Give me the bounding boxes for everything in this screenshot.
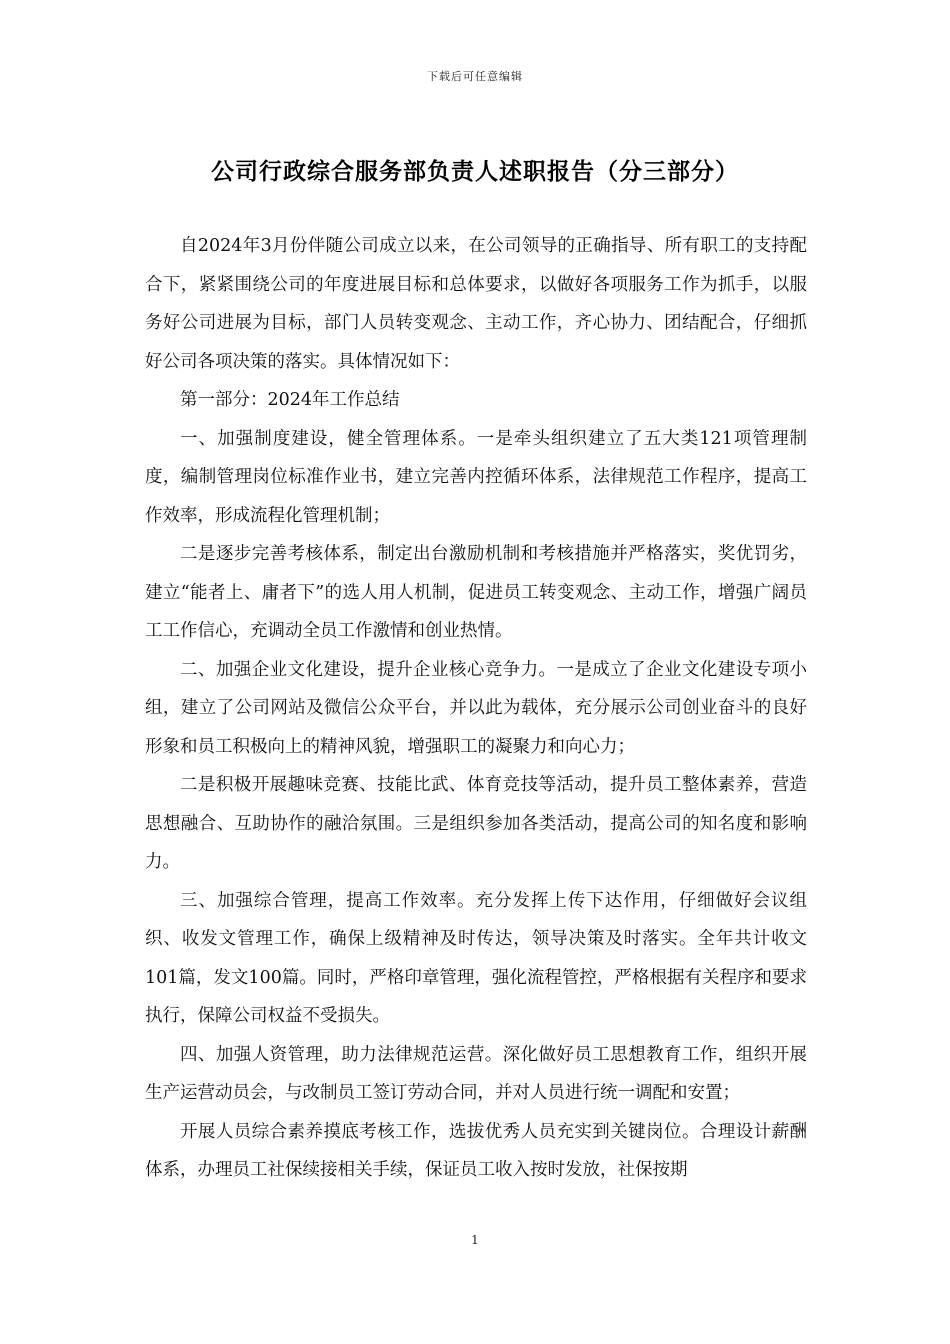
paragraph: 二、加强企业文化建设，提升企业核心竞争力。一是成立了企业文化建设专项小组，建立了公司网站及微信公众平台，并以此为载体，充分展示公司创业奋斗的良好形象和员工积极向上的精神风貌，增强职工的凝聚力和向心力；	[145, 659, 807, 757]
paragraph: 一、加强制度建设，健全管理体系。一是牵头组织建立了五大类121项管理制度，编制管理岗位标准作业书，建立完善内控循环体系，法律规范工作程序，提高工作效率，形成流程化管理机制；	[145, 428, 807, 526]
section-heading: 第一部分：2024年工作总结	[180, 390, 400, 410]
document-body	[145, 227, 807, 1190]
paragraph: 三、加强综合管理，提高工作效率。充分发挥上传下达作用，仔细做好会议组织、收发文管理工作，确保上级精神及时传达，领导决策及时落实。全年共计收文101篇，发文100篇。同时，严格印章管理，强化流程管控，严格根据有关程序和要求执行，保障公司权益不受损失。	[145, 890, 807, 1026]
header-note: 下载后可任意编辑	[427, 70, 523, 83]
page-number: 1	[471, 1233, 479, 1247]
paragraph: 二是逐步完善考核体系，制定出台激励机制和考核措施并严格落实，奖优罚劣，建立“能者上、庸者下”的选人用人机制，促进员工转变观念、主动工作，增强广阔员工工作信心，充调动全员工作激情和创业热情。	[145, 544, 807, 641]
paragraph-intro: 自2024年3月份伴随公司成立以来，在公司领导的正确指导、所有职工的支持配合下，紧紧围绕公司的年度进展目标和总体要求，以做好各项服务工作为抓手，以服务好公司进展为目标，部门人员转变观念、主动工作，齐心协力、团结配合，仔细抓好公司各项决策的落实。具体情况如下：	[145, 236, 807, 372]
paragraph: 开展人员综合素养摸底考核工作，选拔优秀人员充实到关键岗位。合理设计薪酬体系，办理员工社保续接相关手续，保证员工收入按时发放，社保按期	[145, 1121, 807, 1180]
paragraph: 四、加强人资管理，助力法律规范运营。深化做好员工思想教育工作，组织开展生产运营动员会，与改制员工签订劳动合同，并对人员进行统一调配和安置；	[145, 1044, 807, 1103]
document-title: 公司行政综合服务部负责人述职报告（分三部分）	[211, 158, 739, 185]
paragraph: 二是积极开展趣味竞赛、技能比武、体育竞技等活动，提升员工整体素养，营造思想融合、互助协作的融洽氛围。三是组织参加各类活动，提高公司的知名度和影响力。	[145, 775, 807, 872]
